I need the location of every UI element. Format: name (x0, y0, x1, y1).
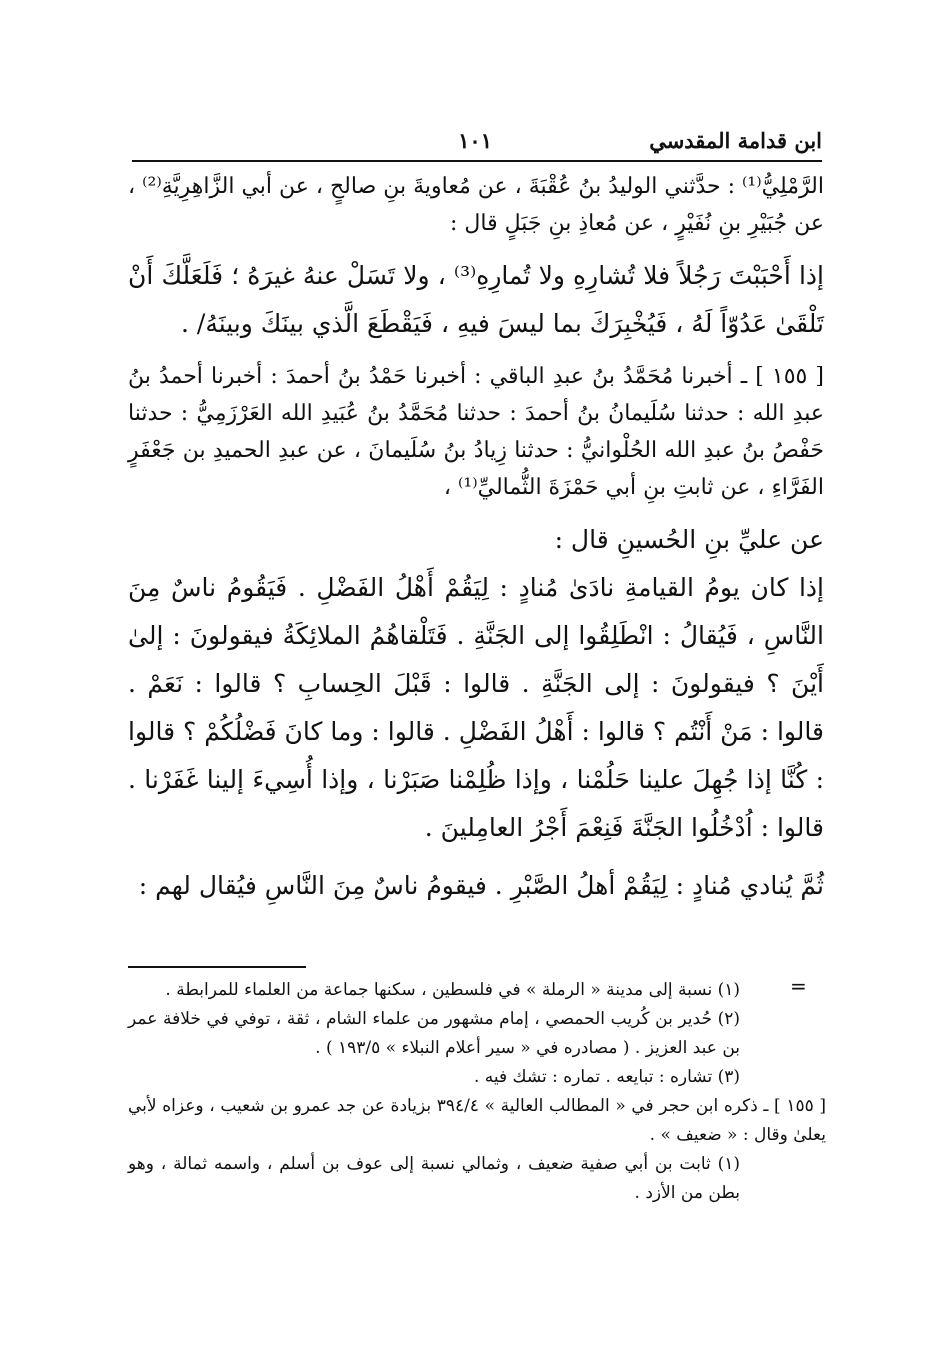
header-rule (132, 160, 822, 162)
footnote-separator (128, 966, 306, 968)
paragraph-athar-ali: إذا كان يومُ القيامةِ نادَىٰ مُنادٍ : لِيَقُمْ أَهْلُ الفَضْلِ . فَيَقُومُ ناسٌ مِنَ النَّاسِ ، فَيُقالُ : انْطَلِقُوا إلى الجَنَّةِ . فَتَلْقاهُمُ الملائِكَةُ فيقولونَ : إلىٰ أَيْنَ ؟ فيقولونَ : إلى الجَنَّةِ . قالوا : قَبْلَ الحِسابِ ؟ قالوا : نَعَمْ . قالوا : مَنْ أَنْتُم ؟ قالوا : أَهْلُ الفَضْلِ . قالوا : وما كانَ فَضْلُكُمْ ؟ قالوا : كُنَّا إذا جُهِلَ علينا حَلُمْنا ، وإذا ظُلِمْنا صَبَرْنا ، وإذا أُسِيءَ إلينا غَفَرْنا . قالوا : اُدْخُلُوا الجَنَّةَ فَنِعْمَ أَجْرُ العامِلينَ . (128, 573, 824, 842)
page-number: ١٠١ (458, 128, 492, 153)
footnote-2: (٢) حُدير بن كُريب الحمصي ، إمام مشهور من علماء الشام ، ثقة ، توفي في خلافة عمر بن عبد العزيز . ( مصادره في « سير أعلام النبلاء » ١٩٣/٥ ) . (128, 1009, 740, 1058)
footnote-continuation-mark: = (790, 974, 807, 998)
footnote-1: (١) نسبة إلى مدينة « الرملة » في فلسطين ، سكنها جماعة من العلماء للمرابطة . (165, 980, 740, 1000)
page-header (132, 128, 822, 158)
paragraph-isnad-155: [ ١٥٥ ] ـ أخبرنا مُحَمَّدُ بنُ عبدِ الباقي : أخبرنا حَمْدُ بنُ أحمدَ : أخبرنا أحمدُ بنُ عبدِ الله : حدثنا سُلَيمانُ بنُ أحمدَ : حدثنا مُحَمَّدُ بنُ عُبَيدِ الله العَرْزَمِيُّ : حدثنا حَفْصُ بنُ عبدِ الله الحُلْوانيُّ : حدثنا زِيادُ بنُ سُلَيمانَ ، عن عبدِ الحميدِ بن جَعْفَرٍ الفَرَّاءِ ، عن ثابتِ بنِ أبي حَمْزَةَ الثُّماليِّ⁽¹⁾ ، (128, 364, 824, 500)
paragraph-athar-muadh: إذا أَحْبَبْتَ رَجُلاً فلا تُشارِهِ ولا تُمارِهِ⁽³⁾ ، ولا تَسَلْ عنهُ غيرَهُ ؛ فَلَعَلَّكَ أَنْ تَلْقَىٰ عَدُوّاً لَهُ ، فَيُخْبِرَكَ بما ليسَ فيهِ ، فَيَقْطَعَ الَّذي بينَكَ وبينَهُ/ . (128, 261, 824, 338)
paragraph-athar-continued: ثُمَّ يُنادي مُنادٍ : لِيَقُمْ أهلُ الصَّبْرِ . فيقومُ ناسٌ مِنَ النَّاسِ فيُقال لهم : (138, 871, 824, 900)
footnote-hadith-155: [ ١٥٥ ] ـ ذكره ابن حجر في « المطالب العالية » ٣٩٤/٤ بزيادة عن جد عمرو بن شعيب ، وعزاه لأبي يعلىٰ وقال : « ضعيف » . (128, 1096, 826, 1145)
footnotes (128, 976, 826, 1208)
paragraph-isnad-continuation: الرَّمْلِيُّ⁽¹⁾ : حدَّثني الوليدُ بنُ عُقْبَةَ ، عن مُعاويةَ بنِ صالحٍ ، عن أبي الزَّاهِرِيَّةِ⁽²⁾ ، عن جُبَيْرِ بنِ نُفَيْرٍ ، عن مُعاذِ بنِ جَبَلٍ قال : (128, 174, 824, 236)
paragraph-narrator-line: عن عليِّ بنِ الحُسينِ قال : (554, 525, 824, 554)
running-title: ابن قدامة المقدسي (649, 128, 822, 153)
footnote-1b: (١) ثابت بن أبي صفية ضعيف ، وثمالي نسبة إلى عوف بن أسلم ، واسمه ثمالة ، وهو بطن من الأزد . (128, 1154, 740, 1203)
main-text (128, 168, 824, 910)
footnote-3: (٣) تشاره : تبايعه . تماره : تشك فيه . (473, 1067, 740, 1087)
